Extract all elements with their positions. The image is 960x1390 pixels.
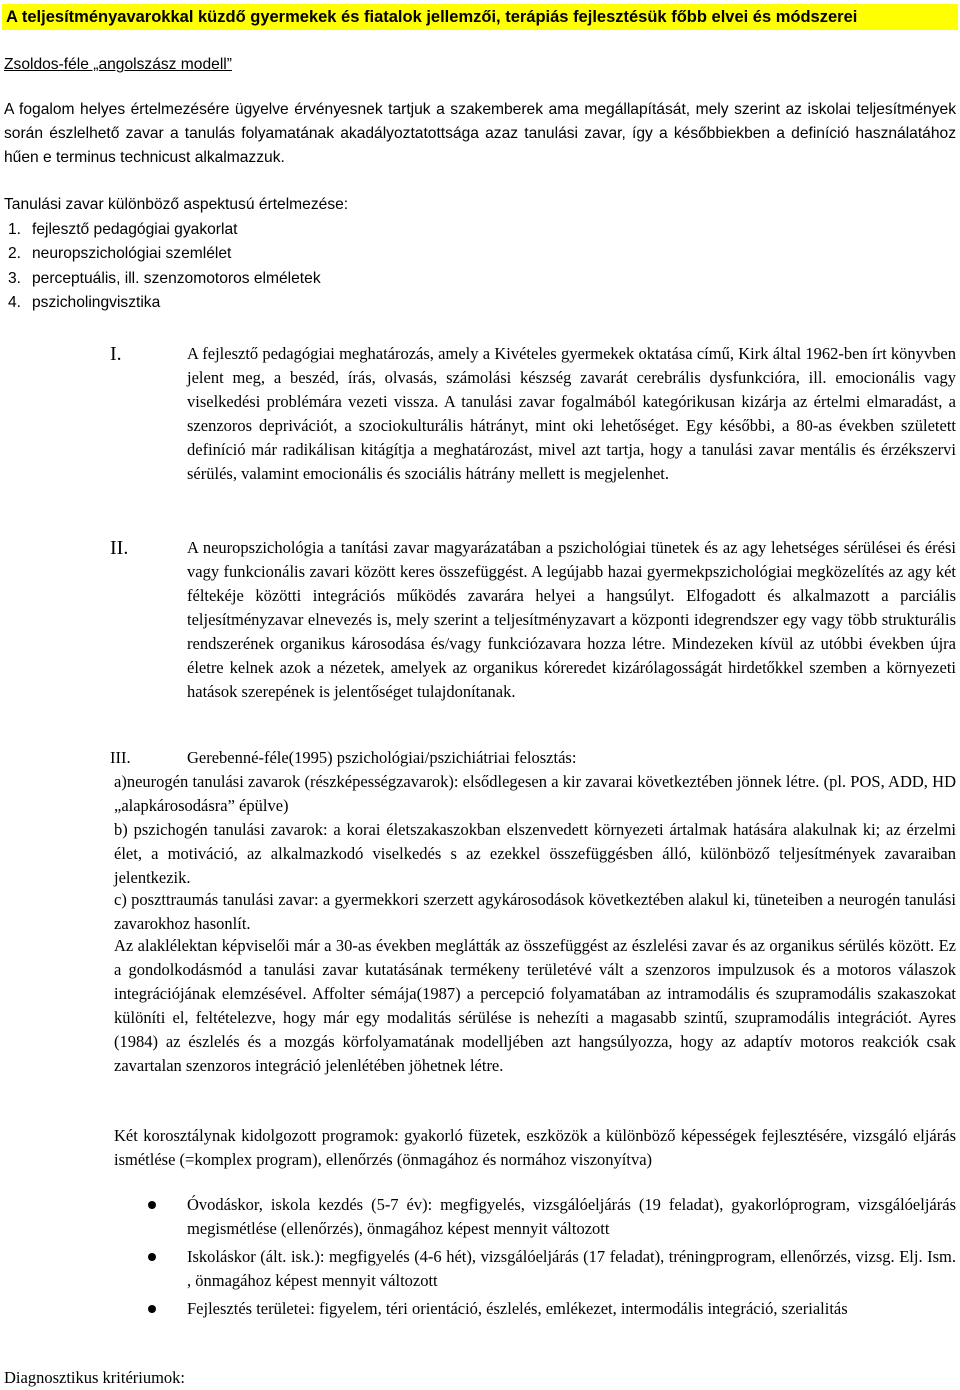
aspect-item: 4. pszicholingvisztika xyxy=(8,294,161,311)
section-numeral: III. xyxy=(110,748,131,767)
aspects-list xyxy=(4,193,348,316)
section-numeral: II. xyxy=(110,537,129,559)
aspect-item: 2. neuropszichológiai szemlélet xyxy=(8,245,232,262)
model-subtitle: Zsoldos-féle „angolszász modell” xyxy=(4,56,232,73)
bullet-icon xyxy=(148,1305,156,1313)
section-one xyxy=(110,342,956,486)
section-text: A neuropszichológia a tanítási zavar magyarázatában a pszichológiai tünetek és az agy lehetséges sérülései és érési vagy funkcionális zavari között keres összefüggést. A legújabb hazai gyermekpszichológiai megközelítés az agy két féltekéje közötti integrációs működés zavarára helyei a hangsúlyt. Elfogadott és alkalmazott a parciális teljesítményzavar elnevezés is, mely szerint a teljesítményzavart a központi idegrendszer egy vagy több strukturális rendszerének organikus károsodása és/vagy funkciózavara hozza létre. Mindezeken kívül az utóbbi években újra életre kelnek azok a nézetek, amelyek az organikus kóreredet kizárólagosságát hirdetőkkel szemben a környezeti hatások szerepének is jelentőséget tulajdonítanak. xyxy=(187,538,956,701)
bullet-icon xyxy=(148,1253,156,1261)
document-title: A teljesítményavarokkal küzdő gyermekek és fiatalok jellemzői, terápiás fejlesztésük főbb elvei és módszerei xyxy=(2,4,958,30)
list-item: Fejlesztés területei: figyelem, téri orientáció, észlelés, emlékezet, intermodális integráció, szerialitás xyxy=(114,1297,956,1321)
paragraph-b: b) pszichogén tanulási zavarok: a korai életszakaszokban elszenvedett környezeti ártalmak hatására alakulnak ki; az érzelmi élet, a motiváció, az alkalmazkodó viselkedés s az ezekkel összefüggésben álló, különböző teljesítmények zavaraiban jelentkezik. xyxy=(114,820,956,887)
paragraph-c: c) poszttraumás tanulási zavar: a gyermekkori szerzett agykárosodások következtében alakul ki, tüneteiben a neurogén tanulási zavarokhoz hasonlít. xyxy=(114,890,956,933)
intro-paragraph: A fogalom helyes értelmezésére ügyelve érvényesnek tartjuk a szakemberek ama megállapítását, mely szerint az iskolai teljesítmények során észlelhető zavar a tanulás folyamatának akadályoztatottsága azaz tanulási zavar, így a későbbiekben a definíció használatához hűen e terminus technicust alkalmazzuk. xyxy=(4,101,956,166)
diagnostic-criteria-heading: Diagnosztikus kritériumok: xyxy=(4,1368,186,1387)
paragraph-a: a)neurogén tanulási zavarok (részképességzavarok): elsődlegesen a kir zavarai következtében jönnek létre. (pl. POS, ADD, HD „alapkárosodásra” épülve) xyxy=(114,772,956,815)
program-bullet-list xyxy=(114,1193,956,1325)
aspects-heading: Tanulási zavar különböző aspektusú értelmezése: xyxy=(4,196,349,213)
aspect-item: 3. perceptuális, ill. szenzomotoros elméletek xyxy=(8,269,321,287)
paragraph-d: Az alaklélektan képviselői már a 30-as években meglátták az összefüggést az észlelési zavar és az organikus sérülés között. Ez a gondolkodásmód a tanulási zavar kutatásának termékeny területévé vált a szenzoros impulzusok és a motoros válaszok integrációjának elemzésével. Affolter sémája(1987) a percepció folyamatában az intramodális és szupramodális szakaszokat különíti el, feltételezve, hogy már egy modalitás sérülése is nehezíti a magasabb szintű, szupramodális integrációt. Ayres (1984) az észlelés és a mozgás körfolyamatának modelljében azt hangsúlyozza, hogy az adaptív motoros reakciók csak zavartalan szenzoros integráció jelenlétében jöhetnek létre. xyxy=(114,936,956,1075)
section-text: Gerebenné-féle(1995) pszichológiai/pszichiátriai felosztás: xyxy=(187,748,577,767)
aspect-item: 1. fejlesztő pedagógiai gyakorlat xyxy=(8,220,238,238)
section-text: A fejlesztő pedagógiai meghatározás, amely a Kivételes gyermekek oktatása című, Kirk által 1962-ben írt könyvben jelent meg, a beszéd, írás, olvasás, számolási készség zavarát cerebrális dysfunkcióra, ill. emocionális vagy viselkedési problémára vezeti vissza. A tanulási zavar fogalmából kategórikusan kizárja az értelmi elmaradást, a szenzoros deprivációt, a szociokulturális hátrányt, mint oki lehetőséget. Egy későbbi, a 80-as években született definíció már radikálisan kitágítja a meghatározást, mivel azt tartja, hogy a tanulási zavar mentális és érzékszervi sérülés, valamint emocionális és szociális hátrány mellett is megjelenhet. xyxy=(187,344,956,483)
list-item: Iskoláskor (ált. isk.): megfigyelés (4-6 hét), vizsgálóeljárás (17 feladat), tréningprogram, ellenőrzés, vizsg. Elj. Ism. , önmagához képest mennyit változott xyxy=(114,1245,956,1293)
bullet-icon xyxy=(148,1201,156,1209)
programs-paragraph: Két korosztálynak kidolgozott programok: gyakorló füzetek, eszközök a különböző képességek fejlesztésére, vizsgáló eljárás ismétlése (=komplex program), ellenőrzés (önmagához és normához viszonyítva) xyxy=(114,1126,956,1169)
section-numeral: I. xyxy=(110,343,122,365)
list-item: Óvodáskor, iskola kezdés (5-7 év): megfigyelés, vizsgálóeljárás (19 feladat), gyakorlóprogram, vizsgálóeljárás megismétlése (ellenőrzés), önmagához képest mennyit változott xyxy=(114,1193,956,1241)
section-two xyxy=(110,536,956,704)
section-three xyxy=(110,746,956,770)
